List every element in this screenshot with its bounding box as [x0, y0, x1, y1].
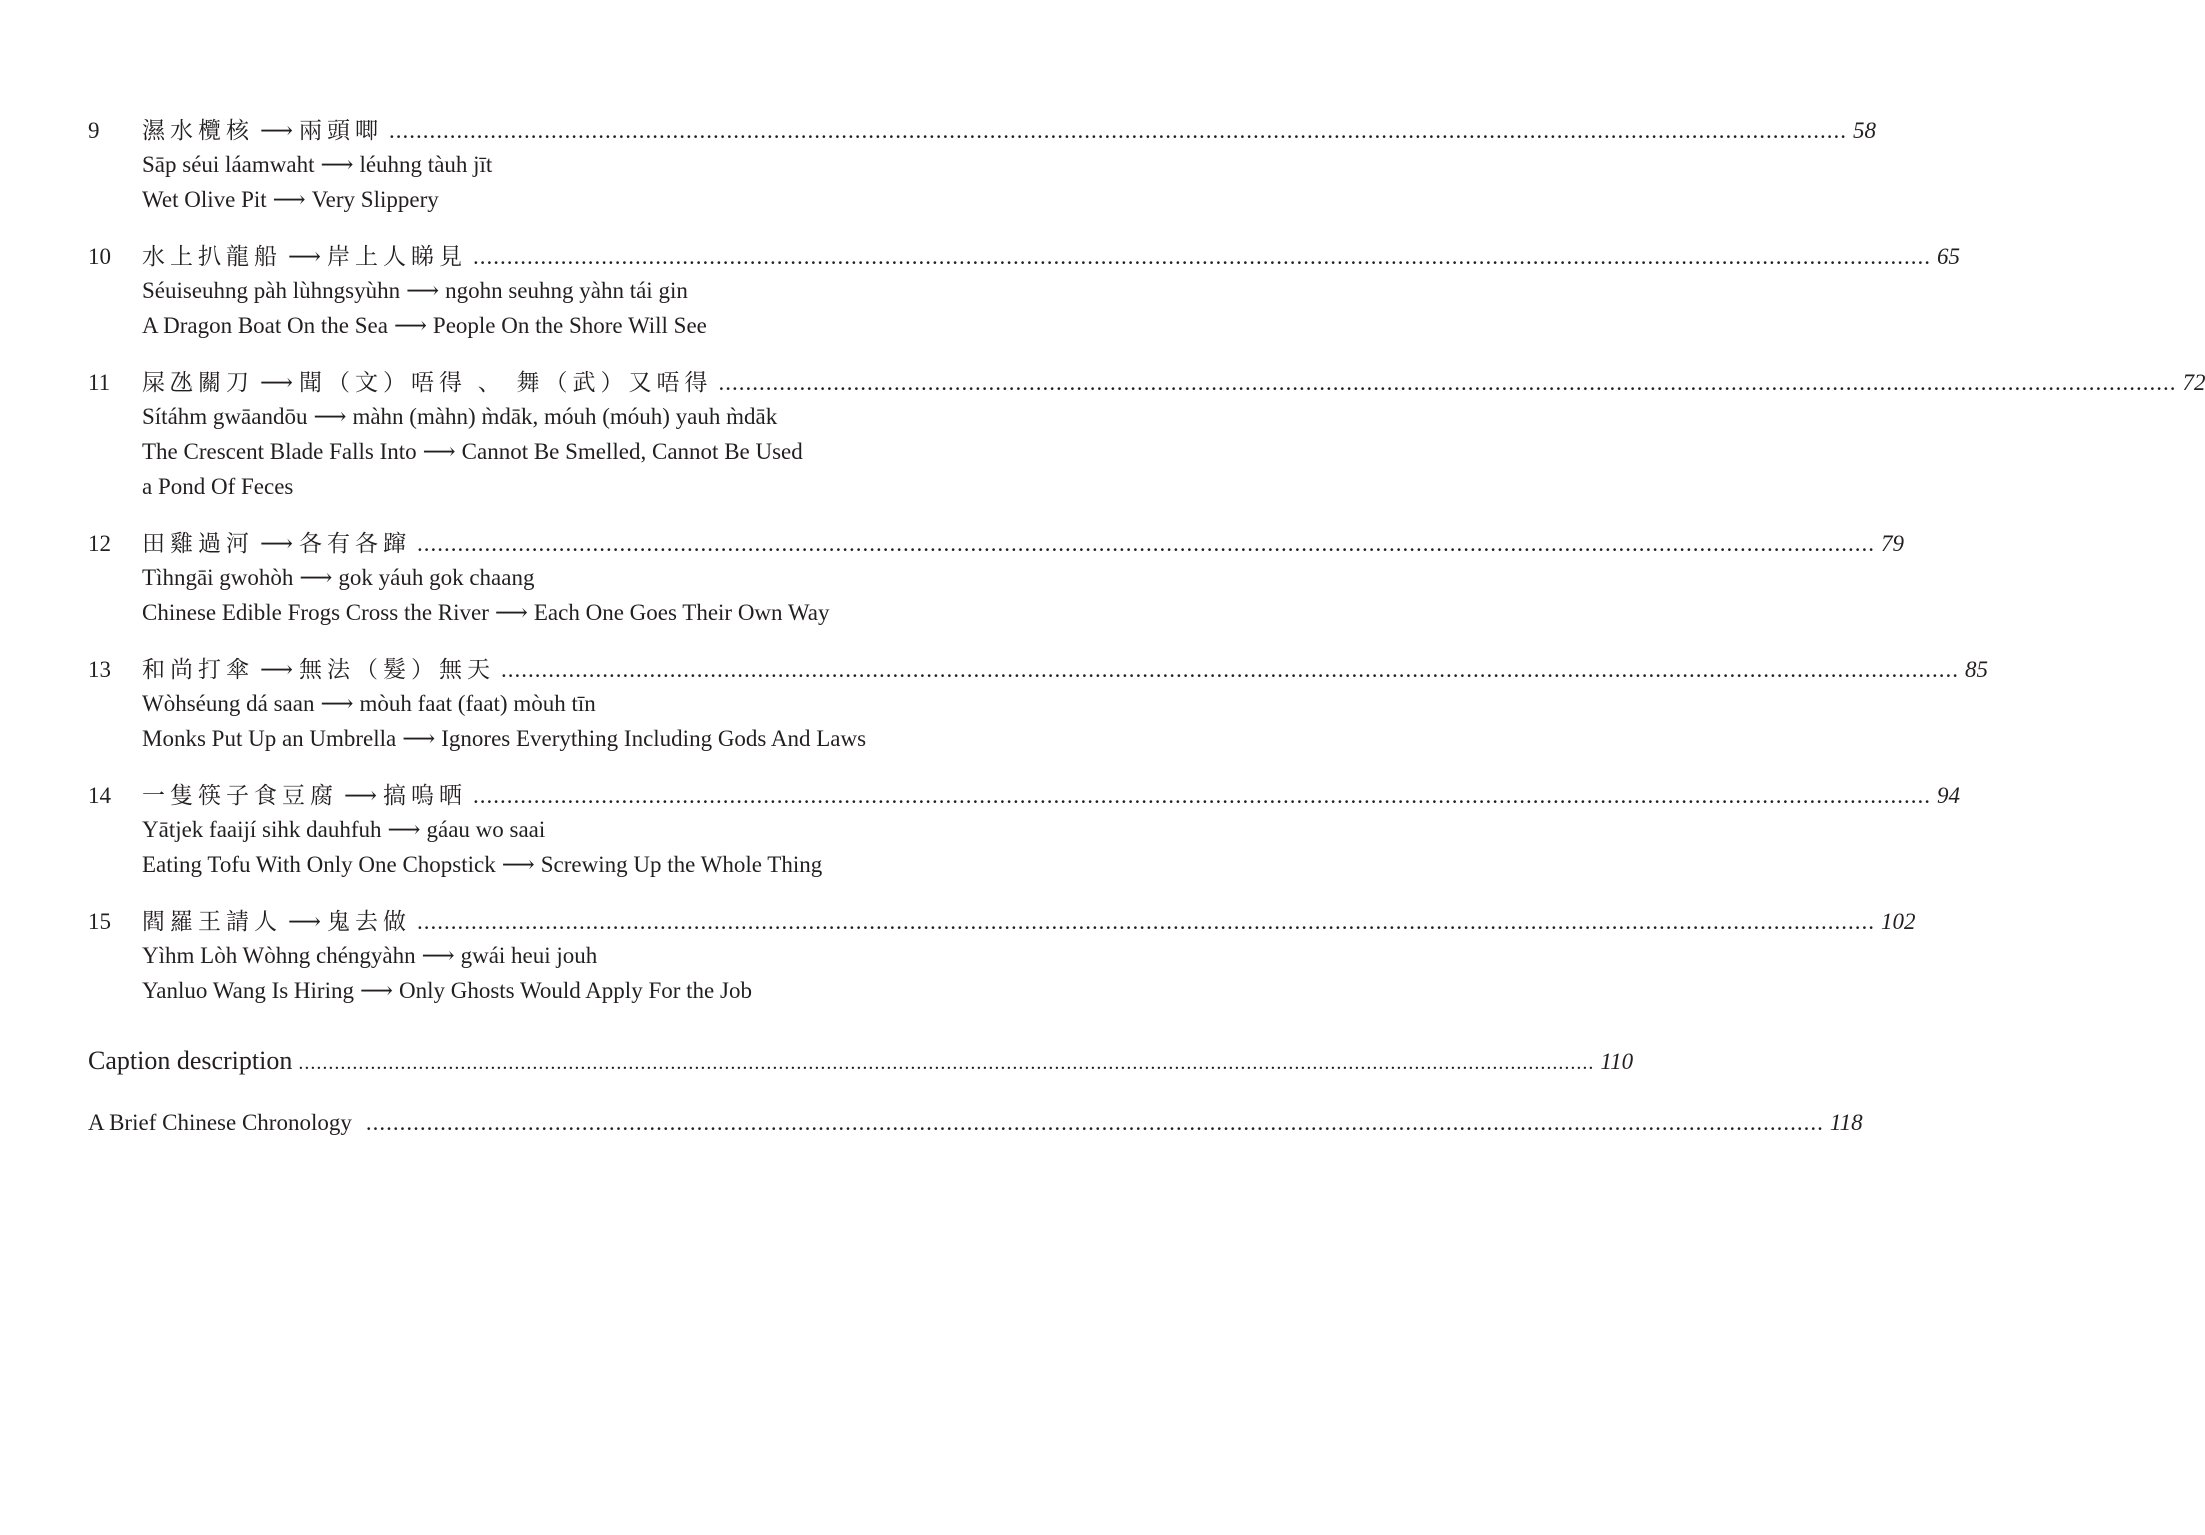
chinese-left: 和尚打傘: [142, 657, 254, 682]
entry-number: 12: [88, 531, 111, 556]
entry-chinese-line[interactable]: [142, 529, 1904, 559]
entry-english-line: [142, 976, 752, 1006]
page-number: 85: [1964, 657, 1988, 682]
page-number: 102: [1880, 909, 1916, 934]
english-left: The Crescent Blade Falls Into: [142, 439, 417, 464]
arrow-icon: ⟶: [501, 852, 535, 877]
chinese-left: 田雞過河: [142, 531, 254, 556]
arrow-icon: ⟶: [288, 909, 321, 934]
dot-leader: ........................................................................................................................................................................................................................: [298, 1052, 1595, 1074]
entry-english-line: [142, 311, 707, 341]
toc-section-chronology[interactable]: [88, 1108, 1863, 1138]
jyutping-right: gáau wo saai: [426, 817, 546, 842]
chinese-right: 鬼去做: [326, 909, 411, 934]
chinese-left: 一隻筷子食豆腐: [142, 783, 338, 808]
arrow-icon: ⟶: [260, 531, 293, 556]
english-left: Yanluo Wang Is Hiring: [142, 978, 354, 1003]
arrow-icon: ⟶: [344, 783, 377, 808]
chinese-left: 閻羅王請人: [142, 909, 282, 934]
entry-chinese-line[interactable]: [142, 655, 1988, 685]
entry-jyutping-line: [142, 815, 545, 845]
chinese-right: 岸上人睇見: [326, 244, 467, 269]
entry-english-line: [142, 185, 439, 215]
jyutping-left: Sāp séui láamwaht: [142, 152, 315, 177]
english-right: Very Slippery: [311, 187, 439, 212]
arrow-icon: ⟶: [260, 657, 293, 682]
chinese-right: 兩頭唧: [298, 118, 383, 143]
arrow-icon: ⟶: [387, 817, 421, 842]
arrow-icon: ⟶: [272, 187, 306, 212]
chinese-right: 搞嗚晒: [382, 783, 467, 808]
dot-leader: ........................................................................................................................................................................................................................: [718, 370, 2177, 395]
entry-english-line: [142, 724, 866, 754]
page-number: 110: [1600, 1049, 1634, 1074]
jyutping-right: mòuh faat (faat) mòuh tīn: [359, 691, 596, 716]
dot-leader: ........................................................................................................................................................................................................................: [365, 1110, 1824, 1135]
entry-chinese-line[interactable]: [142, 242, 1960, 272]
chinese-right: 聞（文）唔得 、 舞（武）又唔得: [298, 370, 713, 395]
entry-jyutping-line: [142, 941, 597, 971]
entry-number: 10: [88, 244, 111, 269]
entry-english-line: [142, 437, 803, 467]
jyutping-right: léuhng tàuh jīt: [359, 152, 493, 177]
arrow-icon: ⟶: [494, 600, 528, 625]
arrow-icon: ⟶: [359, 978, 393, 1003]
arrow-icon: ⟶: [422, 439, 456, 464]
arrow-icon: ⟶: [393, 313, 427, 338]
arrow-icon: ⟶: [406, 278, 440, 303]
dot-leader: ........................................................................................................................................................................................................................: [472, 783, 1931, 808]
toc-section-caption-description[interactable]: [88, 1044, 1634, 1080]
arrow-icon: ⟶: [313, 404, 347, 429]
jyutping-left: Séuiseuhng pàh lùhngsyùhn: [142, 278, 401, 303]
english-right: Only Ghosts Would Apply For the Job: [398, 978, 752, 1003]
english-right: People On the Shore Will See: [432, 313, 707, 338]
entry-jyutping-line: [142, 150, 492, 180]
english-left: Monks Put Up an Umbrella: [142, 726, 397, 751]
arrow-icon: ⟶: [288, 244, 321, 269]
arrow-icon: ⟶: [299, 565, 333, 590]
entry-english-continuation: a Pond Of Feces: [142, 474, 294, 499]
page-number: 72: [2182, 370, 2205, 395]
entry-english-line: [142, 598, 829, 628]
entry-chinese-line[interactable]: [142, 116, 1876, 146]
dot-leader: ........................................................................................................................................................................................................................: [416, 909, 1875, 934]
dot-leader: ........................................................................................................................................................................................................................: [416, 531, 1875, 556]
arrow-icon: ⟶: [421, 943, 455, 968]
section-title: Caption description: [88, 1046, 293, 1075]
page-number: 94: [1936, 783, 1960, 808]
english-right: Each One Goes Their Own Way: [533, 600, 830, 625]
chinese-left: 屎氹關刀: [142, 370, 254, 395]
section-title: A Brief Chinese Chronology: [88, 1110, 352, 1135]
entry-number: 14: [88, 783, 111, 808]
jyutping-right: gwái heui jouh: [460, 943, 598, 968]
english-right: Ignores Everything Including Gods And Laws: [441, 726, 867, 751]
jyutping-left: Wòhséung dá saan: [142, 691, 315, 716]
chinese-right: 各有各蹿: [298, 531, 411, 556]
jyutping-left: Yātjek faaijí sihk dauhfuh: [142, 817, 382, 842]
jyutping-left: Sítáhm gwāandōu: [142, 404, 308, 429]
arrow-icon: ⟶: [320, 691, 354, 716]
english-left: Chinese Edible Frogs Cross the River: [142, 600, 489, 625]
dot-leader: ........................................................................................................................................................................................................................: [472, 244, 1931, 269]
english-right: Cannot Be Smelled, Cannot Be Used: [461, 439, 803, 464]
entry-jyutping-line: [142, 276, 688, 306]
chinese-right: 無法（髮）無天: [298, 657, 495, 682]
entry-number: 11: [88, 370, 111, 395]
jyutping-right: gok yáuh gok chaang: [338, 565, 535, 590]
jyutping-left: Tìhngāi gwohòh: [142, 565, 294, 590]
chinese-left: 水上扒龍船: [142, 244, 282, 269]
dot-leader: ........................................................................................................................................................................................................................: [500, 657, 1959, 682]
entry-jyutping-line: [142, 689, 596, 719]
entry-jyutping-line: [142, 402, 777, 432]
entry-english-line: [142, 850, 822, 880]
jyutping-right: màhn (màhn) m̀dāk, móuh (móuh) yauh m̀dāk: [352, 404, 778, 429]
page-number: 65: [1936, 244, 1960, 269]
jyutping-right: ngohn seuhng yàhn tái gin: [445, 278, 688, 303]
entry-number: 15: [88, 909, 111, 934]
arrow-icon: ⟶: [260, 370, 293, 395]
entry-jyutping-line: [142, 563, 534, 593]
page-number: 118: [1829, 1110, 1863, 1135]
english-left: Wet Olive Pit: [142, 187, 267, 212]
english-left: A Dragon Boat On the Sea: [142, 313, 388, 338]
dot-leader: ........................................................................................................................................................................................................................: [388, 118, 1847, 143]
arrow-icon: ⟶: [402, 726, 436, 751]
entry-chinese-line[interactable]: [142, 907, 1916, 937]
entry-chinese-line[interactable]: [142, 781, 1960, 811]
entry-number: 9: [88, 118, 100, 143]
jyutping-left: Yìhm Lòh Wòhng chéngyàhn: [142, 943, 416, 968]
chinese-left: 濕水欖核: [142, 118, 254, 143]
entry-chinese-line[interactable]: [142, 368, 2205, 398]
page-number: 79: [1880, 531, 1904, 556]
english-right: Screwing Up the Whole Thing: [540, 852, 823, 877]
entry-number: 13: [88, 657, 111, 682]
arrow-icon: ⟶: [260, 118, 293, 143]
arrow-icon: ⟶: [320, 152, 354, 177]
english-left: Eating Tofu With Only One Chopstick: [142, 852, 496, 877]
page-number: 58: [1852, 118, 1876, 143]
